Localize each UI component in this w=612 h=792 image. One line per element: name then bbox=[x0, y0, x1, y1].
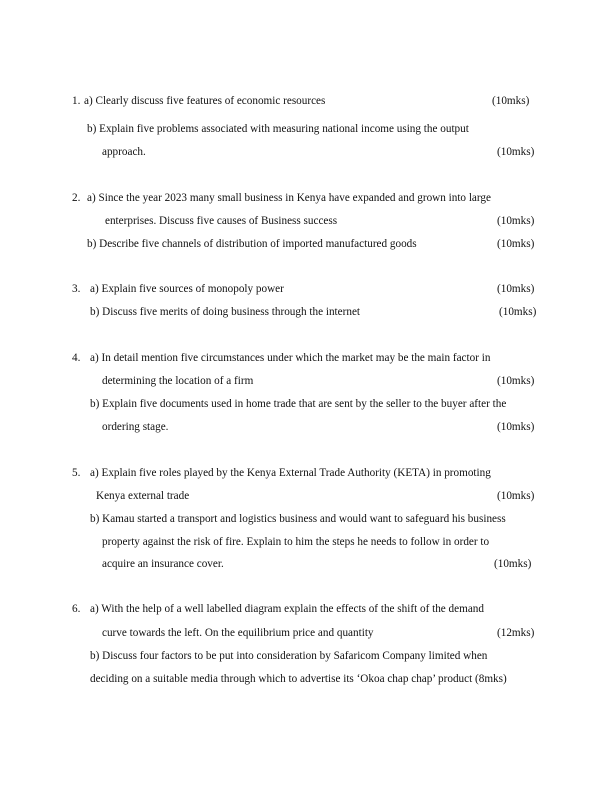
question-6a-marks: (12mks) bbox=[497, 627, 535, 639]
question-5b-text-line-1: b) Kamau started a transport and logistics business and would want to safeguard his business bbox=[90, 513, 506, 525]
question-4a-marks: (10mks) bbox=[497, 375, 535, 387]
question-6b-text-line-1: b) Discuss four factors to be put into consideration by Safaricom Company limited when bbox=[90, 650, 488, 662]
question-3-number: 3. bbox=[72, 283, 81, 295]
question-3a-text-line-1: a) Explain five sources of monopoly power bbox=[90, 283, 284, 295]
question-6b-text-line-2: deciding on a suitable media through which to advertise its ‘Okoa chap chap’ product (8mks) bbox=[90, 673, 507, 685]
question-2a-marks: (10mks) bbox=[497, 215, 535, 227]
question-3b-text-line-1: b) Discuss five merits of doing business through the internet bbox=[90, 306, 361, 318]
question-5b-text-line-2: property against the risk of fire. Explain to him the steps he needs to follow in order to bbox=[102, 536, 490, 548]
question-4b-marks: (10mks) bbox=[497, 421, 535, 433]
question-5a-marks: (10mks) bbox=[497, 490, 535, 502]
question-6a-text-line-1: a) With the help of a well labelled diagram explain the effects of the shift of the demand bbox=[90, 603, 484, 615]
question-3a-marks: (10mks) bbox=[497, 283, 535, 295]
question-1b-marks: (10mks) bbox=[497, 146, 535, 158]
question-1a-marks: (10mks) bbox=[492, 95, 530, 107]
question-4a-text-line-2: determining the location of a firm bbox=[102, 375, 254, 387]
question-6-number: 6. bbox=[72, 603, 81, 615]
question-2a-text-line-2: enterprises. Discuss five causes of Business success bbox=[105, 215, 338, 227]
question-2b-text-line-1: b) Describe five channels of distribution of imported manufactured goods bbox=[87, 238, 417, 250]
question-4b-text-line-2: ordering stage. bbox=[102, 421, 169, 433]
question-5-number: 5. bbox=[72, 467, 81, 479]
question-2a-text-line-1: a) Since the year 2023 many small business in Kenya have expanded and grown into large bbox=[87, 192, 491, 204]
question-6a-text-line-2: curve towards the left. On the equilibrium price and quantity bbox=[102, 627, 374, 639]
question-2b-marks: (10mks) bbox=[497, 238, 535, 250]
question-1a-text-line-1: a) Clearly discuss five features of economic resources bbox=[84, 95, 326, 107]
question-5b-text-line-3: acquire an insurance cover. bbox=[102, 558, 224, 570]
question-2-number: 2. bbox=[72, 192, 81, 204]
question-5a-text-line-1: a) Explain five roles played by the Kenya External Trade Authority (KETA) in promoting bbox=[90, 467, 491, 479]
question-4a-text-line-1: a) In detail mention five circumstances under which the market may be the main factor in bbox=[90, 352, 491, 364]
question-1-number: 1. bbox=[72, 95, 81, 107]
question-4b-text-line-1: b) Explain five documents used in home trade that are sent by the seller to the buyer after the bbox=[90, 398, 507, 410]
question-4-number: 4. bbox=[72, 352, 81, 364]
question-5b-marks: (10mks) bbox=[494, 558, 532, 570]
question-5a-text-line-2: Kenya external trade bbox=[96, 490, 190, 502]
question-1b-text-line-2: approach. bbox=[102, 146, 146, 158]
question-3b-marks: (10mks) bbox=[499, 306, 537, 318]
question-1b-text-line-1: b) Explain five problems associated with measuring national income using the output bbox=[87, 123, 469, 135]
